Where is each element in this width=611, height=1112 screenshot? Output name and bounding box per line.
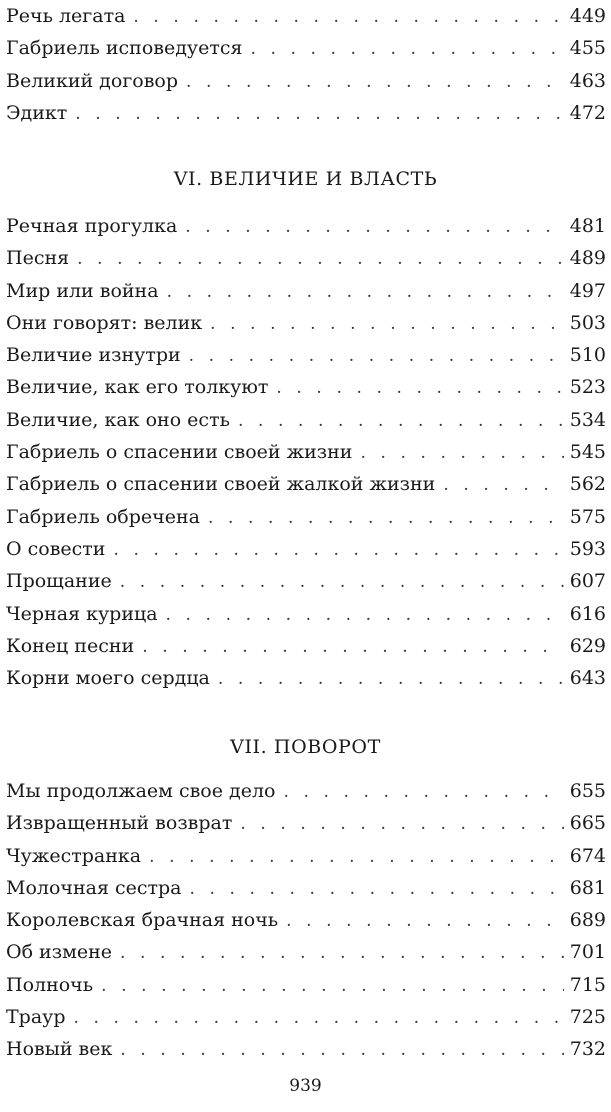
dot-leader [133, 1, 563, 33]
dot-leader [250, 33, 563, 65]
dot-leader [149, 841, 564, 873]
toc-entry [6, 630, 606, 662]
part-heading-vii: VII. ПОВОРОТ [230, 736, 381, 758]
toc-entry-title: Мы продолжаем свое дело [6, 780, 276, 802]
toc-entry-page: 689 [569, 909, 606, 932]
toc-entry [6, 339, 606, 371]
dot-leader [120, 937, 564, 969]
toc-entry [6, 775, 606, 807]
dot-leader [190, 873, 564, 905]
toc-entry [6, 32, 606, 64]
toc-entry-page: 616 [569, 602, 606, 625]
toc-entry-page: 449 [569, 5, 606, 27]
toc-entry-title: Новый век [6, 1038, 113, 1061]
toc-entry-page: 545 [569, 441, 606, 464]
dot-leader [276, 372, 563, 404]
dot-leader [74, 1002, 564, 1034]
toc-entry-page: 715 [569, 973, 606, 996]
toc-entry-title: Величие изнутри [6, 344, 181, 367]
toc-entries-part-vi [6, 210, 606, 694]
toc-entry-title: Речь легата [6, 5, 126, 27]
toc-entry [6, 904, 606, 936]
toc-entry-title: Эдикт [6, 101, 68, 124]
dot-leader [167, 276, 564, 308]
dot-leader [240, 808, 563, 840]
toc-entry [6, 936, 606, 968]
toc-entry-page: 575 [569, 505, 606, 528]
toc-entry-title: Траур [6, 1006, 66, 1029]
toc-entry [6, 404, 606, 436]
toc-entry-page: 732 [569, 1038, 606, 1061]
toc-entry [6, 969, 606, 1001]
dot-leader [120, 1034, 563, 1066]
dot-leader [75, 98, 563, 130]
toc-entries-part-vii [6, 775, 606, 1066]
toc-entry-title: Королевская брачная ночь [6, 909, 279, 932]
toc-entry-title: Полночь [6, 973, 94, 996]
toc-entry [6, 807, 606, 839]
toc-entry [6, 662, 606, 694]
toc-entry-page: 643 [569, 667, 606, 690]
toc-entries-continued [6, 0, 606, 129]
toc-entry-page: 629 [569, 634, 606, 657]
toc-entry-title: Чужестранка [6, 844, 142, 867]
toc-entry [6, 210, 606, 242]
toc-entry-page: 681 [569, 876, 606, 899]
toc-entry-page: 523 [569, 376, 606, 399]
dot-leader [77, 243, 564, 275]
toc-entry-page: 607 [569, 570, 606, 593]
toc-entry-title: Габриель обречена [6, 505, 200, 528]
toc-entry-title: Великий договор [6, 69, 179, 92]
dot-leader [210, 308, 564, 340]
toc-entry-page: 503 [569, 311, 606, 334]
toc-entry [6, 307, 606, 339]
toc-entry [6, 242, 606, 274]
toc-entry-page: 701 [569, 941, 606, 964]
toc-entry-title: Прощание [6, 570, 112, 593]
toc-entry [6, 840, 606, 872]
page-number: 939 [289, 1076, 322, 1096]
toc-entry-title: Габриель исповедуется [6, 37, 243, 60]
toc-entry-title: Величие, как его толкуют [6, 376, 269, 399]
toc-entry-title: Габриель о спасении своей жизни [6, 441, 353, 464]
toc-entry-page: 665 [569, 812, 606, 835]
toc-entry [6, 872, 606, 904]
toc-entry-page: 593 [569, 537, 606, 560]
toc-entry-title: Речная прогулка [6, 215, 178, 237]
toc-entry-page: 455 [569, 37, 606, 60]
dot-leader [283, 776, 563, 808]
toc-entry [6, 533, 606, 565]
dot-leader [185, 211, 563, 243]
toc-entry [6, 501, 606, 533]
toc-entry-page: 497 [569, 279, 606, 302]
toc-entry [6, 1001, 606, 1033]
dot-leader [238, 405, 564, 437]
toc-entry-title: Мир или война [6, 279, 159, 302]
toc-entry-title: Величие, как оно есть [6, 408, 230, 431]
toc-entry [6, 598, 606, 630]
toc-entry-page: 489 [569, 247, 606, 270]
toc-entry-page: 562 [569, 473, 606, 496]
dot-leader [120, 566, 564, 598]
toc-entry-title: Песня [6, 247, 70, 270]
toc-entry-page: 655 [569, 780, 606, 802]
dot-leader [142, 631, 564, 663]
toc-entry [6, 97, 606, 129]
dot-leader [218, 663, 564, 695]
toc-entry [6, 1033, 606, 1065]
dot-leader [286, 905, 564, 937]
dot-leader [360, 437, 563, 469]
toc-entry [6, 275, 606, 307]
dot-leader [113, 534, 563, 566]
toc-entry-page: 472 [569, 101, 606, 124]
toc-entry [6, 565, 606, 597]
toc-entry [6, 0, 606, 32]
toc-entry-title: Молочная сестра [6, 876, 182, 899]
toc-entry-page: 674 [569, 844, 606, 867]
toc-entry [6, 371, 606, 403]
toc-entry [6, 436, 606, 468]
toc-entry-title: Габриель о спасении своей жалкой жизни [6, 473, 436, 496]
toc-entry-title: Корни моего сердца [6, 667, 210, 690]
toc-entry-page: 510 [569, 344, 606, 367]
toc-entry-title: Извращенный возврат [6, 812, 233, 835]
dot-leader [443, 469, 563, 501]
toc-entry-title: О совести [6, 537, 106, 560]
toc-entry-title: Конец песни [6, 634, 135, 657]
dot-leader [186, 66, 564, 98]
dot-leader [189, 340, 564, 372]
toc-entry-page: 463 [569, 69, 606, 92]
toc-entry-title: Они говорят: велик [6, 311, 203, 334]
toc-entry-page: 534 [569, 408, 606, 431]
dot-leader [166, 599, 564, 631]
dot-leader [208, 502, 564, 534]
part-heading-vi: VI. ВЕЛИЧИЕ И ВЛАСТЬ [173, 168, 438, 190]
toc-entry-title: Об измене [6, 941, 113, 964]
toc-entry [6, 468, 606, 500]
dot-leader [101, 970, 564, 1002]
toc-entry-page: 481 [569, 215, 606, 237]
toc-entry [6, 65, 606, 97]
toc-entry-page: 725 [569, 1006, 606, 1029]
toc-entry-title: Черная курица [6, 602, 158, 625]
